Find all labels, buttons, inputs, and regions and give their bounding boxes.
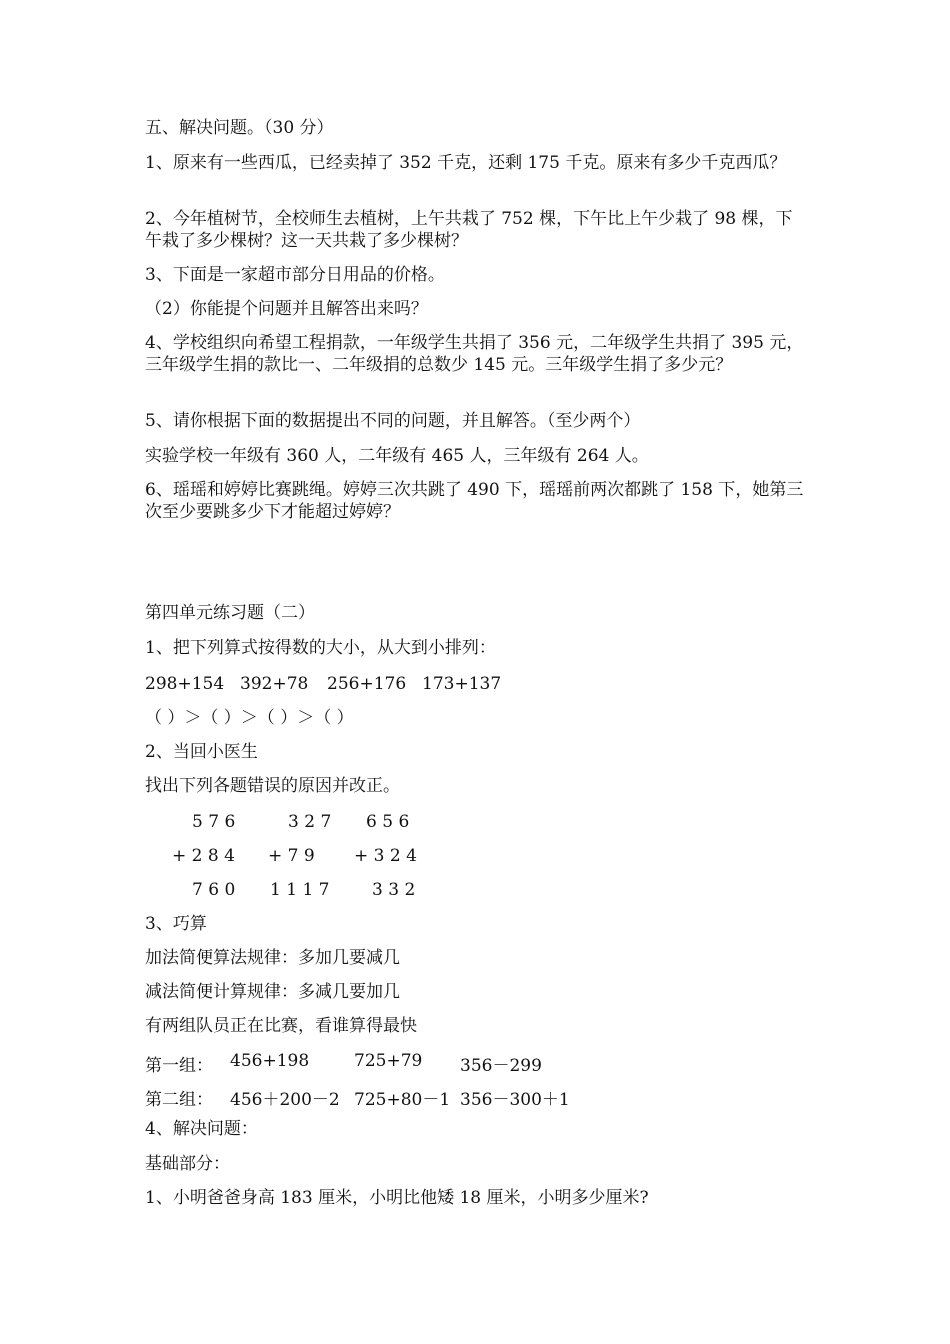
problem-6: 6、瑶瑶和婷婷比赛跳绳。婷婷三次共跳了 490 下，瑶瑶前两次都跳了 158 下，她第三次至少要跳多少下才能超过婷婷？ (145, 480, 804, 522)
problem-3-sub: （2）你能提个问题并且解答出来吗？ (145, 299, 428, 319)
group-2-item: 356－300＋1 (460, 1090, 570, 1110)
vertical-calc-result: 7 6 0 (192, 880, 236, 900)
group-1-item: 456+198 (230, 1051, 310, 1071)
problem-4: 4、学校组织向希望工程捐款，一年级学生共捐了 356 元，二年级学生共捐了 395 元，三年级学生捐的款比一、二年级捐的总数少 145 元。三年级学生捐了多少元？ (145, 333, 804, 375)
unit-title: 第四单元练习题（二） (145, 603, 315, 623)
rule-addition: 加法简便算法规律：多加几要减几 (145, 948, 400, 968)
problem-5: 5、请你根据下面的数据提出不同的问题，并且解答。（至少两个） (145, 411, 641, 431)
problem-2: 2、今年植树节，全校师生去植树，上午共栽了 752 棵，下午比上午少栽了 98 棵，下午栽了多少棵树？这一天共栽了多少棵树？ (145, 209, 793, 251)
vertical-calc-result: 1 1 1 7 (270, 880, 330, 900)
vertical-calc-addend: + 7 9 (268, 846, 315, 866)
basic-part-label: 基础部分： (145, 1154, 230, 1174)
group-2-label: 第二组： (145, 1090, 213, 1110)
vertical-calc-result: 3 3 2 (372, 880, 416, 900)
problem-3: 3、下面是一家超市部分日用品的价格。 (145, 265, 445, 285)
section-title: 五、解决问题。（30 分） (145, 118, 334, 138)
exercise-2-desc: 找出下列各题错误的原因并改正。 (145, 776, 400, 796)
rule-subtraction: 减法简便计算规律：多减几要加几 (145, 982, 400, 1002)
expression: 256+176 (327, 674, 407, 694)
problem-1: 1、原来有一些西瓜，已经卖掉了 352 千克，还剩 175 千克。原来有多少千克西瓜？ (145, 153, 787, 173)
vertical-calc-top: 3 2 7 (288, 812, 332, 832)
expression: 298+154 (145, 674, 225, 694)
exercise-3: 3、巧算 (145, 914, 207, 934)
vertical-calc-addend: + 3 2 4 (354, 846, 417, 866)
ordering-blanks: （ ）＞（ ）＞（ ）＞（ ） (145, 708, 354, 728)
group-2-item: 725+80－1 (354, 1090, 451, 1110)
exercise-4: 4、解决问题： (145, 1119, 258, 1139)
vertical-calc-top: 5 7 6 (192, 812, 236, 832)
vertical-calc-top: 6 5 6 (366, 812, 410, 832)
vertical-calc-addend: + 2 8 4 (172, 846, 235, 866)
basic-problem-1: 1、小明爸爸身高 183 厘米，小明比他矮 18 厘米，小明多少厘米? (145, 1188, 649, 1208)
group-1-item: 356－299 (460, 1056, 542, 1076)
problem-5-data: 实验学校一年级有 360 人，二年级有 465 人，三年级有 264 人。 (145, 446, 649, 466)
group-1-label: 第一组： (145, 1056, 213, 1076)
expression: 173+137 (422, 674, 502, 694)
group-2-item: 456＋200－2 (230, 1090, 340, 1110)
contest-text: 有两组队员正在比赛，看谁算得最快 (145, 1016, 417, 1036)
exercise-1: 1、把下列算式按得数的大小，从大到小排列： (145, 638, 496, 658)
exercise-2: 2、当回小医生 (145, 742, 258, 762)
expression: 392+78 (240, 674, 309, 694)
group-1-item: 725+79 (354, 1051, 423, 1071)
